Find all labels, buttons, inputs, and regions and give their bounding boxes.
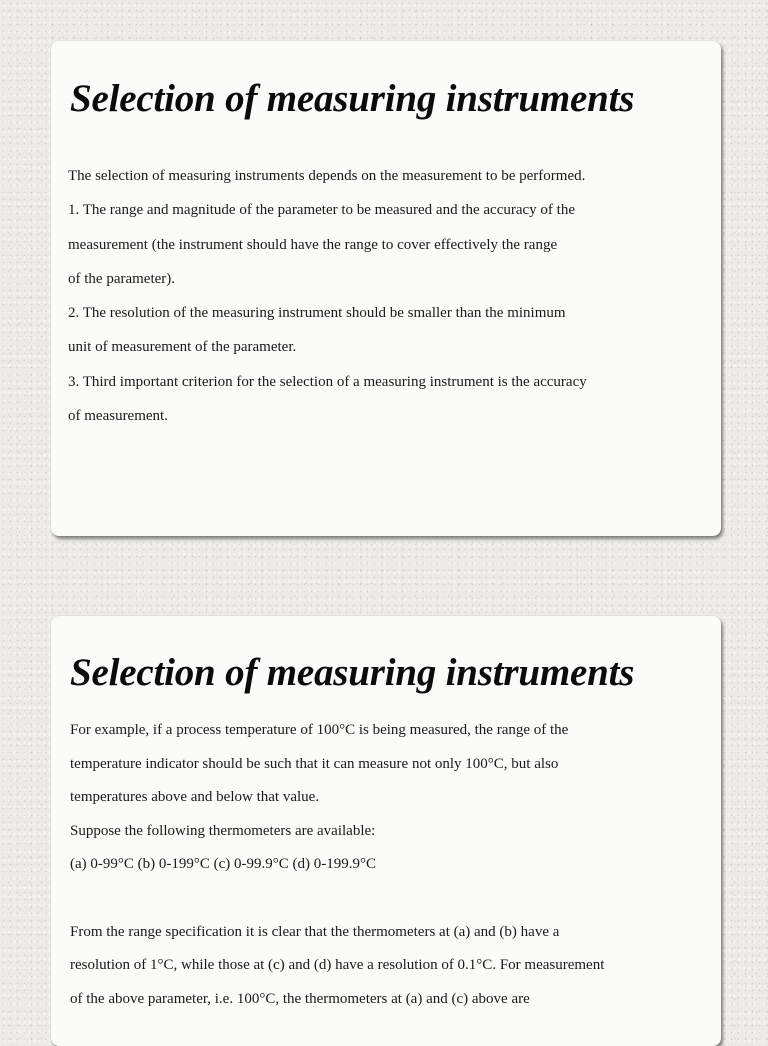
slide-2-body (70, 714, 710, 1016)
slide-2-title: Selection of measuring instruments (70, 651, 635, 694)
slide-2-line-3: temperatures above and below that value. (70, 789, 320, 806)
slide-1 (51, 41, 721, 536)
slide-2-spacer (70, 882, 710, 916)
slide-2-line-8: of the above parameter, i.e. 100°C, the thermometers at (a) and (c) above are (70, 990, 530, 1007)
slide-2-line-6: From the range specification it is clear that the thermometers at (a) and (b) have a (70, 923, 560, 940)
slide-1-line-2: 1. The range and magnitude of the parameter to be measured and the accuracy of the (68, 202, 575, 219)
slide-1-line-1: The selection of measuring instruments depends on the measurement to be performed. (68, 168, 586, 184)
slide-1-line-4: of the parameter). (68, 270, 176, 287)
slide-2-line-2: temperature indicator should be such that it can measure not only 100°C, but also (70, 755, 559, 772)
slide-1-line-3: measurement (the instrument should have the range to cover effectively the range (68, 236, 558, 253)
slide-2-line-5: (a) 0-99°C (b) 0-199°C (c) 0-99.9°C (d) 0-199.9°C (70, 856, 377, 873)
slide-1-line-6: unit of measurement of the parameter. (68, 339, 297, 356)
slide-1-line-5: 2. The resolution of the measuring instrument should be smaller than the minimum (68, 305, 566, 322)
slide-2-line-1: For example, if a process temperature of 100°C is being measured, the range of the (70, 722, 569, 738)
slide-2 (51, 616, 721, 1046)
slide-1-line-7: 3. Third important criterion for the selection of a measuring instrument is the accuracy (68, 373, 587, 390)
slide-2-line-7: resolution of 1°C, while those at (c) and (d) have a resolution of 0.1°C. For measurement (70, 957, 605, 974)
slide-2-line-4: Suppose the following thermometers are available: (70, 822, 376, 839)
slide-1-line-8: of measurement. (68, 408, 168, 425)
slide-1-title: Selection of measuring instruments (70, 77, 635, 120)
slide-1-body (68, 159, 708, 433)
